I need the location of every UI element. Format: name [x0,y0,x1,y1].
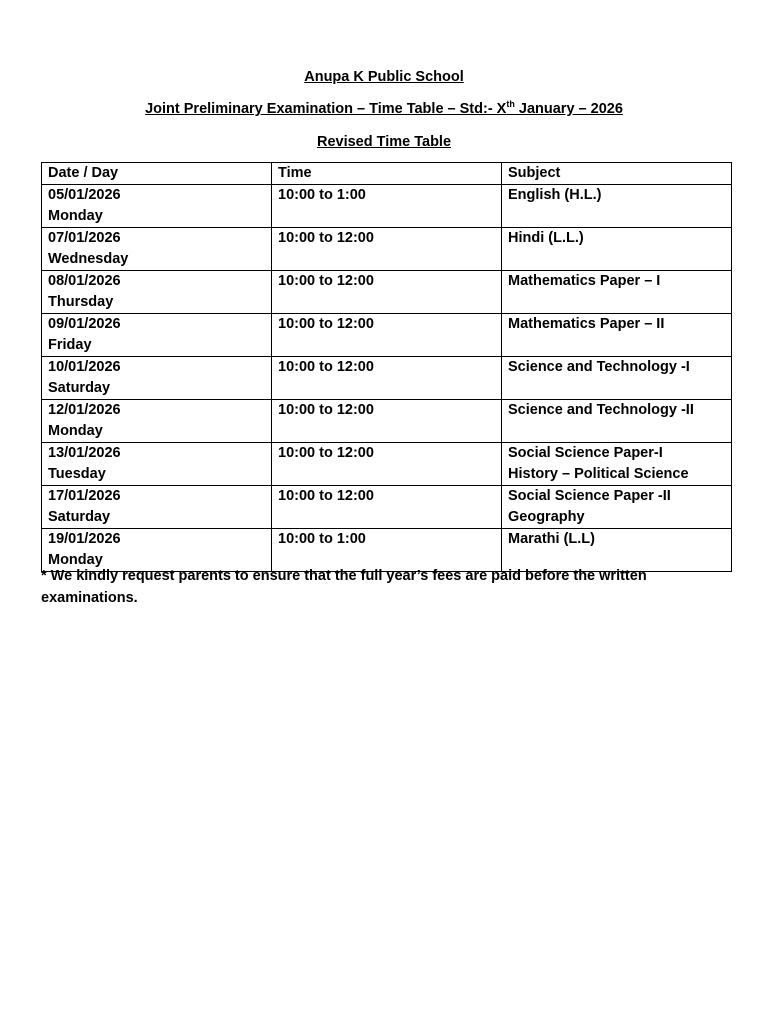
time-cell: 10:00 to 12:00 [272,314,502,357]
table-row [42,271,732,314]
subject-cell [502,271,732,314]
subject-name: Mathematics Paper – II [508,316,665,332]
time-cell: 10:00 to 12:00 [272,357,502,400]
subject-name: Marathi (L.L) [508,531,595,547]
date-day-cell [42,271,272,314]
date-day-cell [42,357,272,400]
exam-date: 17/01/2026 [48,488,121,504]
exam-day: Thursday [48,294,114,310]
subject-cell [502,357,732,400]
exam-day: Saturday [48,509,111,525]
subtitle: Revised Time Table [316,134,452,150]
exam-day: Monday [48,208,103,224]
time-cell: 10:00 to 12:00 [272,228,502,271]
table-row [42,400,732,443]
subject-detail: Geography [508,509,585,525]
time-cell: 10:00 to 12:00 [272,443,502,486]
exam-date: 19/01/2026 [48,531,121,547]
table-row [42,357,732,400]
table-row [42,443,732,486]
date-day-cell [42,185,272,228]
table-header-row [42,163,732,185]
exam-day: Monday [48,552,103,568]
table-row [42,185,732,228]
date-day-cell [42,228,272,271]
exam-date: 10/01/2026 [48,359,121,375]
exam-day: Saturday [48,380,111,396]
table-row [42,486,732,529]
subject-cell [502,228,732,271]
exam-day: Tuesday [48,466,106,482]
date-day-cell [42,314,272,357]
subject-name: Science and Technology -I [508,359,690,375]
subject-name: Hindi (L.L.) [508,230,584,246]
subject-cell [502,400,732,443]
exam-date: 08/01/2026 [48,273,121,289]
date-day-cell [42,443,272,486]
exam-date: 12/01/2026 [48,402,121,418]
time-cell: 10:00 to 12:00 [272,486,502,529]
exam-date: 13/01/2026 [48,445,121,461]
timetable [41,162,732,572]
header-time: Time [272,163,502,185]
fees-note: * We kindly request parents to ensure that the full year’s fees are paid before the written examinations. [41,568,647,606]
exam-title-superscript: th [506,99,515,110]
exam-date: 07/01/2026 [48,230,121,246]
subject-name: Mathematics Paper – I [508,273,661,289]
time-cell: 10:00 to 12:00 [272,271,502,314]
date-day-cell [42,400,272,443]
school-name: Anupa K Public School [304,69,464,85]
subject-name: English (H.L.) [508,187,602,203]
subject-cell [502,314,732,357]
table-row [42,314,732,357]
subject-name: Social Science Paper-I [508,445,663,461]
time-cell: 10:00 to 1:00 [272,529,502,572]
subject-cell [502,486,732,529]
subject-detail: History – Political Science [508,466,689,482]
exam-title-prefix: Joint Preliminary Examination – Time Table – Std:- X [145,101,507,117]
exam-title-suffix: January – 2026 [514,101,623,117]
exam-date: 05/01/2026 [48,187,121,203]
date-day-cell [42,486,272,529]
exam-date: 09/01/2026 [48,316,121,332]
table-row [42,228,732,271]
time-cell: 10:00 to 12:00 [272,400,502,443]
header-date-day: Date / Day [42,163,272,185]
subject-cell [502,443,732,486]
subject-name: Science and Technology -II [508,402,694,418]
exam-title [0,100,768,118]
subject-name: Social Science Paper -II [508,488,671,504]
exam-day: Wednesday [48,251,129,267]
subject-cell [502,185,732,228]
time-cell: 10:00 to 1:00 [272,185,502,228]
exam-day: Friday [48,337,92,353]
exam-day: Monday [48,423,103,439]
header-subject: Subject [502,163,732,185]
